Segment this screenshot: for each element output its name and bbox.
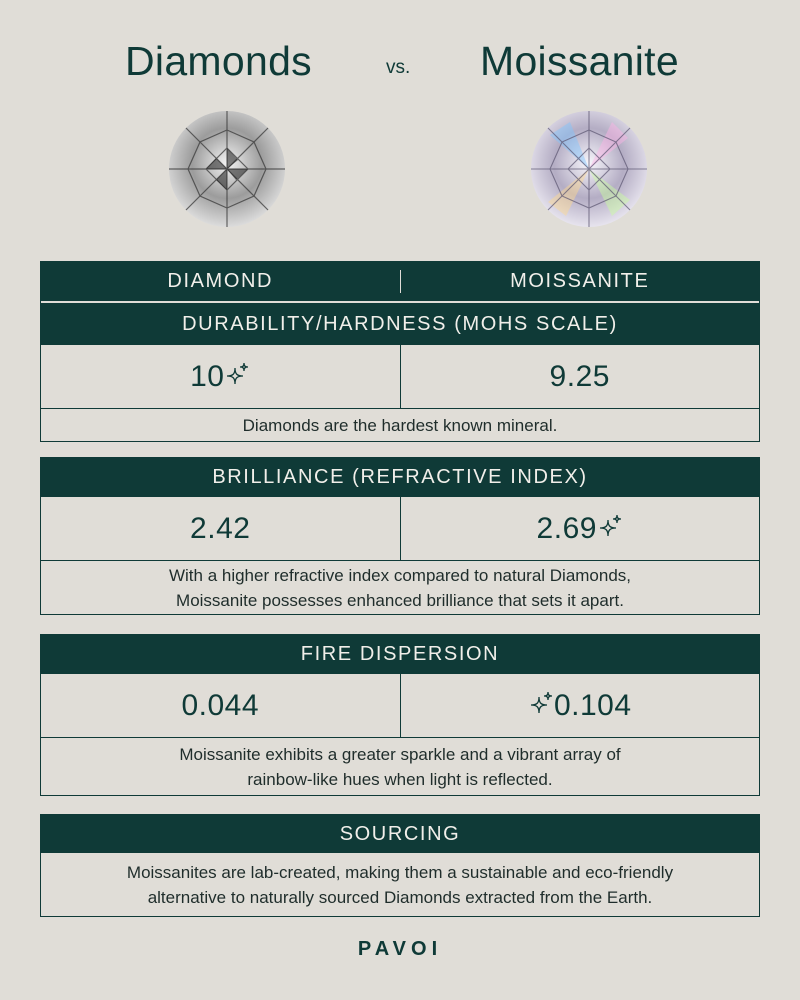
fire-values-row	[41, 674, 759, 738]
sparkle-icon	[224, 362, 250, 388]
durability-diamond-value: 10	[190, 359, 225, 393]
brilliance-moissanite-cell	[400, 497, 760, 560]
sourcing-block	[40, 814, 760, 917]
sourcing-note-line-2: alternative to naturally sourced Diamonds extracted from the Earth.	[147, 887, 653, 907]
column-header-moissanite: MOISSANITE	[400, 270, 760, 293]
brilliance-values-row	[41, 497, 759, 561]
brilliance-diamond-cell	[41, 497, 400, 560]
sparkle-icon	[528, 691, 554, 717]
brilliance-note-line-2: Moissanite possesses enhanced brilliance that sets it apart.	[176, 590, 624, 610]
durability-diamond-cell	[41, 345, 400, 408]
durability-moissanite-cell	[400, 345, 760, 408]
moissanite-gem-image	[530, 110, 648, 228]
fire-note-line-1: Moissanite exhibits a greater sparkle and a vibrant array of	[179, 744, 621, 764]
brilliance-note-line-1: With a higher refractive index compared to natural Diamonds,	[168, 565, 632, 585]
brilliance-block	[40, 457, 760, 615]
durability-block	[40, 261, 760, 442]
vs-label: vs.	[386, 57, 411, 78]
fire-moissanite-cell	[400, 674, 760, 737]
brand-logo: PAVOI	[357, 938, 443, 960]
brilliance-moissanite-value: 2.69	[536, 511, 597, 545]
column-header-diamond: DIAMOND	[167, 270, 274, 292]
sourcing-note-line-1: Moissanites are lab-created, making them a sustainable and eco-friendly	[126, 862, 674, 882]
diamond-gem-image	[168, 110, 286, 228]
brilliance-note	[41, 561, 759, 614]
section-title-brilliance: BRILLIANCE (REFRACTIVE INDEX)	[41, 458, 759, 497]
column-header-row	[41, 262, 759, 301]
sparkle-icon	[597, 514, 623, 540]
moissanite-title: Moissanite	[480, 38, 679, 84]
diamonds-title: Diamonds	[125, 38, 312, 84]
durability-note-line-1: Diamonds are the hardest known mineral.	[242, 415, 558, 435]
sourcing-note	[41, 853, 759, 916]
durability-note	[41, 409, 759, 441]
durability-values-row	[41, 345, 759, 409]
fire-note-line-2: rainbow-like hues when light is reflected.	[247, 769, 553, 789]
title-row	[0, 38, 800, 98]
fire-note	[41, 738, 759, 795]
fire-dispersion-block	[40, 634, 760, 796]
fire-diamond-cell	[41, 674, 400, 737]
section-title-fire-dispersion: FIRE DISPERSION	[41, 635, 759, 674]
fire-moissanite-value: 0.104	[553, 688, 632, 722]
durability-moissanite-value: 9.25	[549, 359, 610, 393]
fire-diamond-value: 0.044	[181, 688, 260, 722]
section-title-durability: DURABILITY/HARDNESS (MOHS SCALE)	[41, 301, 759, 345]
brilliance-diamond-value: 2.42	[190, 511, 251, 545]
section-title-sourcing: SOURCING	[41, 815, 759, 853]
